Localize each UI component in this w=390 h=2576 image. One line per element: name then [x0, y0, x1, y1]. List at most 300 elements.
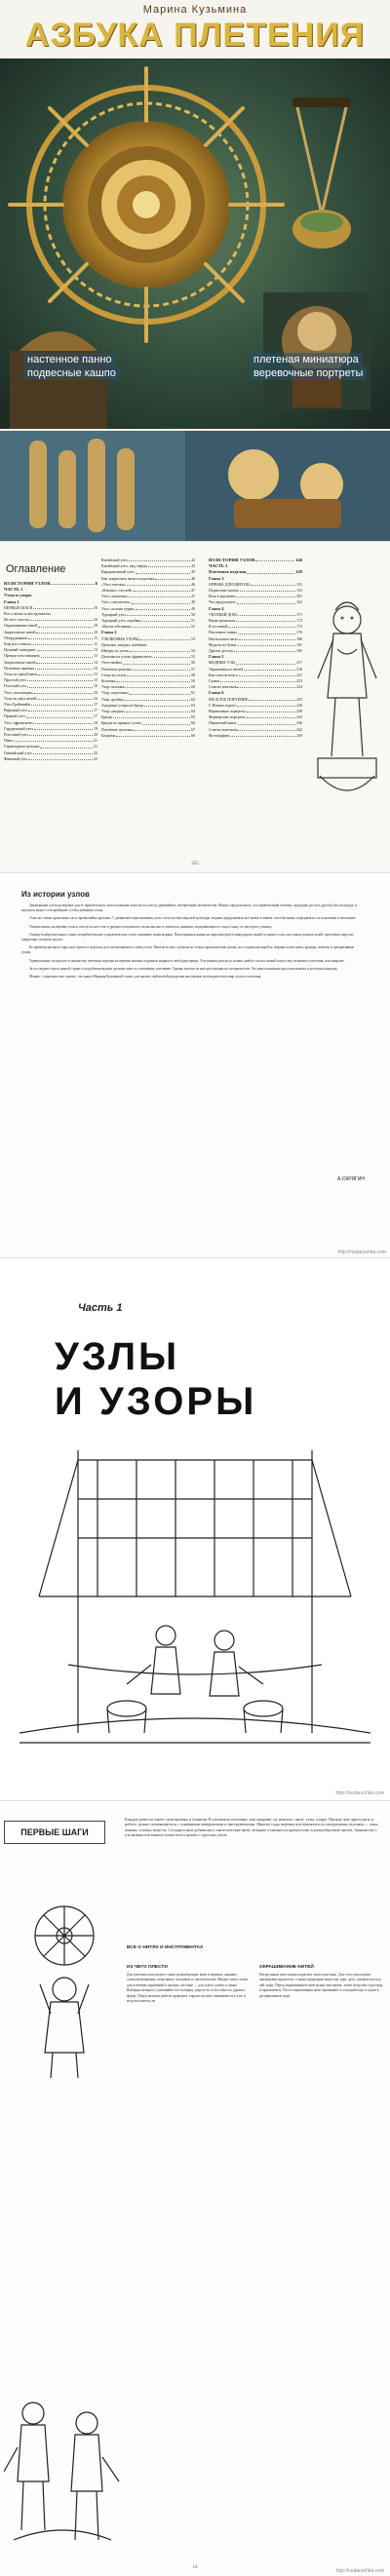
toc-entry-page: 58	[191, 672, 195, 677]
page-number: 10	[192, 2565, 198, 2570]
toc-leader-dots	[136, 569, 190, 573]
toc-leader-dots	[142, 618, 190, 622]
toc-entry-page: 18	[94, 719, 98, 725]
subsection-what-to-weave: ИЗ ЧЕГО ПЛЕСТИ	[127, 1965, 168, 1970]
toc-entry-title: Прямой узел	[4, 713, 25, 719]
toc-entry-title: Косичка	[101, 678, 116, 684]
caption-rope-portraits: веревочные портреты	[250, 366, 367, 380]
toc-entry-title: Из чего плести	[4, 617, 29, 623]
toc-entry-title: Прежде чем начинать	[4, 653, 40, 659]
toc-entry-title: Что предложить	[209, 599, 236, 605]
toc-entry-page: 221	[296, 672, 302, 677]
essay-paragraph: Можно с уверенностью сказать, что книга Марины Кузьминой станет для многих любителей рукоделия настоящим путеводителем в мир узлов и плетения.	[29, 975, 262, 980]
toc-entry-title: Ваза в корзинке	[209, 594, 235, 599]
toc-entry-page: 14	[94, 659, 98, 665]
toc-leader-dots	[144, 703, 190, 707]
toc-column-1	[4, 581, 98, 762]
toc-leader-dots	[34, 726, 93, 730]
toc-entry-page: 45	[191, 569, 195, 575]
toc-leader-dots	[116, 678, 190, 682]
part-title-line-2: И УЗОРЫ	[55, 1380, 257, 1423]
toc-entry-page: 10	[94, 629, 98, 634]
toc-entry-page: 13	[94, 647, 98, 653]
essay-heading: Из истории узлов	[21, 890, 90, 899]
toc-entry-page: 17	[94, 708, 98, 713]
toc-entry-title: ОПРАВА ДЛЯ ЦВЕТОВ	[209, 581, 250, 587]
toc-entry-page: 161	[296, 594, 302, 599]
history-essay-page	[0, 882, 390, 1258]
toc-leader-dots	[134, 727, 190, 731]
toc-entry-page: 16	[94, 683, 98, 689]
caption-hanging-pots: подвесные кашпо	[23, 366, 120, 380]
toc-entry-page: 65	[191, 714, 195, 720]
contents-page-number: 255	[191, 862, 199, 866]
toc-leader-dots	[247, 569, 294, 573]
toc-leader-dots	[123, 660, 190, 664]
toc-leader-dots	[113, 714, 190, 718]
toc-entry-title: Бриды из прямых узлов	[101, 720, 141, 726]
toc-entry	[101, 733, 195, 739]
book-title: АЗБУКА ПЛЕТЕНИЯ	[10, 16, 380, 55]
contents-heading: Оглавление	[6, 563, 66, 575]
toc-entry-title: ИЗ ИСТОРИИ УЗЛОВ	[209, 557, 255, 562]
toc-entry-title: Украшения из нитей	[209, 666, 243, 672]
toc-entry-title: Закрепление нитей	[4, 629, 36, 634]
toc-entry-title: Китайский узел	[101, 557, 128, 562]
toc-entry-page: 171	[296, 611, 302, 617]
toc-entry-title: Кардинальный узел	[101, 569, 135, 575]
toc-entry-page: 68	[191, 732, 195, 738]
what-to-weave-text: Для плетения используют самые разнообразные нити и веревки: льняные, хлопчатобумажные, шерстяные, шелковые и синтетические. Мягкие нити служат для плетения украшений и одежды, жесткие — для сумок, кашпо и панно. Выбирая материал, учитывайте его толщину, упругость и способность держать форму. Перед началом работы проверьте, хорошо ли нить завязывается в узел и не распускается ли.	[127, 1973, 249, 2004]
toc-leader-dots	[255, 557, 294, 561]
toc-entry-title: Плетеная цепочка	[101, 666, 132, 672]
toc-entry-title: Все о нитях и инструментах	[4, 611, 51, 617]
toc-entry-page: 181	[296, 641, 302, 647]
toc-leader-dots	[129, 594, 190, 597]
toc-entry-page: 54	[191, 648, 195, 654]
toc-entry-title: Гвинейский узел	[4, 750, 32, 755]
subsection-dyeing: ОКРАШИВАНИЕ НИТЕЙ	[259, 1965, 314, 1970]
toc-entry	[4, 756, 98, 762]
toc-leader-dots	[239, 636, 295, 640]
toc-entry-title: Цепочка из узлов «фриволите»	[101, 654, 153, 660]
toc-entry-title: «Кулон обезьяны»	[101, 624, 133, 630]
toc-entry-page: 17	[94, 702, 98, 708]
toc-entry-page: 49	[191, 605, 195, 611]
toc-leader-dots	[237, 599, 295, 603]
toc-column-2	[101, 557, 195, 739]
toc-entry-page: 10	[94, 623, 98, 629]
toc-entry-title: Узел Грейпвайн	[4, 702, 30, 708]
toc-entry-page: 66	[191, 720, 195, 726]
toc-entry-title: УЮТНЫЙ ДОМ	[209, 611, 237, 617]
toc-entry-title: Ажурные узоры из брида	[101, 702, 144, 708]
toc-entry-page: 242	[296, 726, 302, 732]
toc-entry-page: 17	[94, 713, 98, 719]
toc-entry-title: Ваша прихожая	[209, 618, 235, 624]
toc-entry-title: Узор «рыбка»	[101, 696, 125, 702]
toc-entry-page: 59	[191, 678, 195, 684]
essay-body	[21, 904, 365, 982]
toc-leader-dots	[220, 678, 295, 682]
toc-leader-dots	[129, 557, 190, 561]
essay-paragraph: Удивительные по красоте и изяществу плетеные изделия из веревок веками создавали моряки в свободное время. Эти умения дошли до наших дней и стали основой искусства узелкового плетения, или макраме.	[29, 958, 345, 963]
toc-leader-dots	[130, 690, 190, 694]
toc-leader-dots	[35, 720, 93, 724]
toc-leader-dots	[237, 727, 295, 731]
toc-leader-dots	[28, 756, 93, 760]
toc-entry-page: 47	[191, 594, 195, 599]
toc-leader-dots	[133, 667, 190, 671]
toc-entry-page: 52	[191, 624, 195, 630]
toc-leader-dots	[31, 641, 93, 645]
toc-entry-title: Узел «фриволите»	[4, 719, 35, 725]
toc-entry-page: 13	[94, 653, 98, 659]
toc-entry-page: 226	[296, 702, 302, 708]
toc-leader-dots	[127, 684, 190, 688]
toc-entry-page: 43	[191, 563, 195, 569]
toc-entry-title: Настенное панно	[209, 630, 238, 635]
toc-entry-title: Советы знатоков	[209, 726, 237, 732]
toc-entry-title: Узел-змейка	[101, 660, 122, 666]
toc-entry-title: Нужный повторяет	[4, 647, 36, 653]
toc-leader-dots	[34, 690, 93, 694]
toc-entry-title: ПЕРВЫЕ ШАГИ	[4, 604, 33, 610]
toc-leader-dots	[36, 630, 93, 634]
toc-entry-title: Рифовый узел	[4, 708, 28, 713]
toc-entry-page: 50	[191, 611, 195, 617]
toc-entry-page: 180	[296, 635, 302, 641]
toc-entry-page: 21	[94, 744, 98, 750]
toc-entry-page: 233	[296, 714, 302, 720]
toc-entry-title: Фотографии	[209, 732, 230, 738]
toc-entry-title: ЧАСТЬ 1	[4, 587, 23, 593]
caption-wall-panel: настенное панно	[23, 353, 116, 366]
toc-entry-title: Узор «ягодка»	[101, 709, 125, 714]
toc-leader-dots	[41, 653, 93, 657]
toc-leader-dots	[33, 605, 93, 609]
essay-paragraph: Оценку изобретательных самих потребительских и практических узлов оценивает нами моряки. Повседневная жизнь на парусном флоте вынуждала людей создавать узлы для самых разных целей: крепления парусов, швартовки, подъема грузов.	[21, 932, 354, 942]
toc-entry-title: МОДНЫЕ УЗЫ	[209, 660, 236, 666]
toc-leader-dots	[51, 581, 94, 585]
toc-leader-dots	[37, 647, 93, 651]
toc-leader-dots	[240, 588, 295, 592]
toc-leader-dots	[38, 623, 93, 627]
toc-entry-title: Плоский узел	[4, 683, 27, 689]
toc-entry-page: 47	[191, 588, 195, 594]
toc-entry-page: 23	[94, 755, 98, 761]
sailors-group-illustration	[4, 2374, 121, 2550]
toc-entry-page: 162	[296, 599, 302, 605]
toc-entry-title: Сетка из узлов	[101, 672, 127, 677]
toc-entry-page: 223	[296, 678, 302, 684]
toc-entry-title: Узор «пальма»	[101, 684, 127, 690]
toc-entry-title: Бриды	[101, 714, 113, 720]
watermark: http://nudaruchka.com	[335, 1790, 384, 1796]
toc-entry-title: Еще раз о нитях	[4, 641, 31, 647]
toc-entry-title: Пиратский канат	[209, 720, 237, 726]
toc-entry-page: 46	[191, 581, 195, 587]
toc-entry-title: Настольные часы	[209, 635, 238, 641]
toc-entry-title: Узел «лисья шея»	[101, 599, 132, 605]
toc-entry-title: Узор «паутинка»	[101, 690, 130, 696]
toc-leader-dots	[154, 654, 190, 658]
toc-entry-page: 21	[94, 738, 98, 744]
toc-leader-dots	[37, 696, 93, 700]
watermark: http://nudaruchka.com	[337, 1250, 386, 1255]
toc-entry-page: 16	[94, 689, 98, 695]
toc-leader-dots	[244, 667, 295, 671]
text-column-a	[127, 1973, 250, 2004]
toc-leader-dots	[148, 563, 190, 567]
toc-entry-title: ВЕСЕЛОЕ ПЛЕТЕНИЕ	[209, 696, 249, 702]
toc-leader-dots	[27, 677, 93, 681]
toc-entry-page: 57	[191, 666, 195, 672]
toc-entry-title: Закрепление нитей	[4, 659, 36, 665]
toc-entry-page: 151	[296, 581, 302, 587]
toc-entry-page: 174	[296, 624, 302, 630]
toc-leader-dots	[132, 599, 190, 603]
toc-entry	[209, 733, 302, 739]
watermark: http://nudaruchka.com	[335, 2568, 384, 2574]
toc-entry-page: 53	[191, 635, 195, 641]
essay-signature: А.СКРЯГИН	[337, 1176, 365, 1182]
toc-entry-title: ИЗ ИСТОРИИ УЗЛОВ	[4, 581, 51, 586]
toc-leader-dots	[236, 618, 295, 622]
toc-entry-title: УЗЕЛКОВЫЕ УЗОРЫ	[101, 635, 139, 641]
toc-entry-page: 11	[94, 634, 98, 640]
toc-entry-title: Узлы из двух нитей	[4, 695, 37, 701]
toc-entry-title: Глава 1	[4, 598, 20, 604]
toc-entry-page: 62	[191, 696, 195, 702]
cover-page	[0, 0, 390, 542]
toc-entry-page: 15	[94, 677, 98, 683]
toc-entry-title: Окрашивание нитей	[4, 623, 38, 629]
toc-leader-dots	[40, 744, 93, 748]
toc-leader-dots	[130, 648, 190, 652]
toc-entry-title: Бахрома	[101, 732, 116, 738]
toc-entry-title: Гарнитурная цепочка	[4, 744, 40, 750]
toc-leader-dots	[236, 594, 295, 597]
toc-leader-dots	[133, 624, 190, 628]
toc-leader-dots	[142, 720, 190, 724]
toc-leader-dots	[239, 673, 295, 676]
toc-leader-dots	[238, 630, 295, 634]
toc-leader-dots	[31, 702, 93, 706]
essay-paragraph: За последние годы в нашей стране и за рубежом вышли десятки книг по узелковому плетению. Однако многие из них рассчитаны на специалистов. Эта книга написана простым языком и доступна каждому.	[29, 966, 338, 971]
toc-leader-dots	[116, 733, 190, 737]
toc-entry-title: Веревочные портреты	[209, 709, 246, 714]
toc-entry-page: 67	[191, 726, 195, 732]
toc-leader-dots	[236, 660, 295, 664]
toc-entry-page: 42	[191, 557, 195, 562]
toc-entry-title: Узлы и узоры	[4, 593, 32, 598]
ship-deck-illustration	[20, 1441, 370, 1782]
part-one-title-page	[0, 1265, 390, 1801]
toc-entry-page: 61	[191, 690, 195, 696]
toc-entry-title: Плетёные цепочки	[101, 726, 133, 732]
toc-leader-dots	[127, 673, 190, 676]
toc-entry-page: 10	[94, 617, 98, 623]
toc-entry-page: 48	[191, 599, 195, 605]
toc-entry-page: 149	[295, 569, 302, 575]
toc-entry-page: 225	[296, 696, 302, 702]
table-of-contents-page	[0, 542, 390, 873]
toc-entry-title: Узлы из одной нити	[4, 672, 37, 677]
toc-entry-title: Плетеные изделия	[209, 569, 247, 575]
toc-leader-dots	[139, 636, 190, 640]
toc-leader-dots	[238, 642, 295, 646]
toc-entry-title: Фивовый узел	[4, 755, 28, 761]
sailor-at-helm-illustration	[6, 1897, 123, 2082]
essay-paragraph: Ко времени расцвета парусного флота в морском деле насчитывались сотни узлов. Многие из них служили не только практическим целям, но и украшали корабль: моряки плели маты, кранцы, оплетки и декоративные узоры.	[21, 945, 355, 955]
toc-entry-page: 15	[94, 672, 98, 677]
toc-entry-title: Цепочки, шнуры, плетёнки	[101, 641, 147, 647]
toc-entry-title: Глава 4	[209, 605, 224, 611]
toc-entry-page: 51	[191, 618, 195, 624]
toc-leader-dots	[238, 720, 295, 724]
toc-entry-page: 60	[191, 684, 195, 690]
toc-entry-title: Узел «восьмерка»	[4, 689, 34, 695]
toc-entry-page: 217	[296, 660, 302, 666]
toc-entry-title: Китайский узел, вид сверху	[101, 563, 148, 569]
toc-entry-page: 146	[295, 557, 302, 562]
toc-entry-title: Глава 3	[209, 575, 224, 581]
toc-entry-title: Гардаунский узел	[4, 725, 34, 731]
toc-entry-title: Модели из бумаг	[209, 641, 237, 647]
toc-leader-dots	[136, 606, 190, 610]
toc-leader-dots	[38, 672, 93, 675]
chapter-banner: ПЕРВЫЕ ШАГИ	[4, 1821, 105, 1844]
toc-leader-dots	[33, 750, 93, 754]
toc-leader-dots	[249, 697, 295, 701]
toc-entry-title: Сумки	[209, 678, 220, 684]
toc-entry-title: Советы знатоков	[209, 684, 237, 690]
toc-entry-page: 55	[191, 654, 195, 660]
toc-entry-page: 185	[296, 648, 302, 654]
toc-entry-page: 172	[296, 618, 302, 624]
part-title-line-1: УЗЛЫ	[55, 1335, 180, 1378]
toc-entry-title: Глава 6	[209, 690, 224, 696]
toc-leader-dots	[234, 648, 295, 652]
toc-leader-dots	[251, 582, 295, 586]
toc-entry-page: 64	[191, 709, 195, 714]
book-author: Марина Кузьмина	[142, 4, 248, 16]
toc-entry-title: Репсовый узел	[4, 732, 28, 738]
toc-entry-title: Другие детали	[209, 648, 233, 654]
toc-entry-page: 19	[94, 725, 98, 731]
chapter-lead	[125, 1817, 384, 1838]
toc-entry-title: Глава 2	[101, 630, 117, 635]
toc-leader-dots	[228, 624, 295, 628]
dyeing-text: Натуральные нити можно окрасить самостоятельно. Для этого используют анилиновые красители, а также природные вещества: кору дуба, луковую шелуху, чай, кофе. Перед окрашиванием нити нужно выстирать, затем погрузить в раствор и прокипятить. После окрашивания нити промывают в холодной воде и сушат в расправленном виде.	[259, 1973, 383, 1998]
toc-entry-title: Простой узел	[4, 677, 26, 683]
toc-leader-dots	[28, 635, 93, 639]
toc-entry-page: 218	[296, 666, 302, 672]
toc-entry-title: Шнуры из узлов	[101, 648, 130, 654]
toc-entry-page: 6	[95, 581, 98, 586]
toc-entry-title: Узел «шапочка»	[101, 594, 129, 599]
toc-leader-dots	[29, 617, 93, 621]
toc-entry-title: Как плести пояса	[209, 672, 238, 677]
toc-entry-title: Подвесные кашпо	[209, 588, 239, 594]
cover-bottom-art	[0, 431, 390, 542]
essay-paragraph: Завязывание узлов на веревке для ее практического использования относится к числу древнейших изобретений человечества. Можно предположить, что первобытный человек, придумав достать другой узел на шнуре, и научился вязать сети рыбацкие, чтобы добывать огонь.	[21, 904, 358, 913]
toc-leader-dots	[134, 588, 190, 592]
toc-entry-page: 14	[94, 665, 98, 671]
toc-entry-title: Узел «голова турка»	[101, 605, 136, 611]
toc-entry-title: «Узел пчелки»	[101, 581, 126, 587]
toc-entry-page: 56	[191, 660, 195, 666]
toc-entry-page: 11	[94, 641, 98, 647]
toc-leader-dots	[26, 713, 93, 717]
toc-entry-page: 16	[94, 695, 98, 701]
toc-entry-page: 22	[94, 750, 98, 755]
toc-entry-page: 46	[191, 575, 195, 581]
toc-entry-title: ЧАСТЬ 2	[209, 563, 228, 569]
toc-entry-title: С Новым годом!	[209, 702, 236, 708]
toc-leader-dots	[29, 732, 93, 736]
toc-entry-title: Глава 5	[209, 654, 224, 660]
toc-entry-page: 224	[296, 684, 302, 690]
toc-entry-page: 230	[296, 709, 302, 714]
toc-entry-title: Фермерские портреты	[209, 714, 246, 720]
section-heading: ВСЕ О НИТЯХ И ИНСТРУМЕНТАХ	[127, 1945, 204, 1950]
toc-leader-dots	[27, 683, 93, 687]
toc-leader-dots	[237, 684, 295, 688]
toc-entry-page: 63	[191, 702, 195, 708]
toc-leader-dots	[127, 612, 190, 616]
toc-entry-title: Турецкий узел «тройка»	[101, 618, 142, 624]
caption-miniature: плетеная миниатюра	[250, 353, 363, 366]
sailor-illustration	[308, 581, 386, 815]
toc-leader-dots	[238, 612, 295, 616]
toc-entry-page: 152	[296, 588, 302, 594]
toc-entry-title: Турецкий узел	[101, 611, 126, 617]
toc-leader-dots	[14, 738, 93, 742]
toc-leader-dots	[247, 714, 295, 718]
text-column-b	[259, 1973, 384, 1999]
toc-leader-dots	[230, 733, 295, 737]
toc-leader-dots	[36, 660, 93, 664]
toc-entry-title: Полезные приемы	[4, 665, 35, 671]
toc-entry-title: В гостиной	[209, 624, 228, 630]
toc-entry-page: 176	[296, 630, 302, 635]
toc-column-3	[209, 557, 302, 739]
toc-leader-dots	[125, 697, 190, 701]
lead-text: Каждое ремесло имеет свои приемы и понятия. В узелковом плетении, или макраме, их немного: нити, узлы, узоры. Прежде чем приступить к работе, нужно познакомиться с основными материалами и инструментами. Многие годы веревки изготовлялись из натуральных волокон — льна, пеньки, хлопка, шерсти. Сегодня к ним добавились синтетические нити, которые отличаются прочностью и разнообразием цветов. Знакомство с узелковым плетением лучше всего начать с простых узлов.	[125, 1817, 379, 1838]
essay-paragraph: Узлы не только практичны, но и чрезвычайно красивы. С развитием мореплавания узлы стали частью морской культуры: моряки придумывали всё новые и новые способы вязки, передавая их из поколения в поколение.	[29, 916, 357, 921]
toc-leader-dots	[127, 582, 190, 586]
toc-entry-title: Пико	[4, 738, 13, 744]
first-steps-page	[0, 1809, 390, 2576]
toc-leader-dots	[247, 709, 295, 712]
toc-leader-dots	[126, 709, 190, 712]
toc-entry-title: Оборудование	[4, 634, 28, 640]
toc-entry-page: 20	[94, 732, 98, 738]
toc-entry-page: 249	[296, 732, 302, 738]
toc-leader-dots	[237, 703, 295, 707]
toc-entry-page: 236	[296, 720, 302, 726]
toc-leader-dots	[35, 666, 93, 670]
toc-entry-title: Как закреплять нити в изделиях	[101, 575, 155, 581]
part-label: Часть 1	[78, 1302, 123, 1314]
toc-entry-page: 10	[94, 604, 98, 610]
toc-leader-dots	[155, 576, 190, 580]
toc-entry-title: «Кнопка с петлей»	[101, 588, 133, 594]
essay-paragraph: Умение вязать на веревке узлы и плести из нее сети в древности ценилось очень высоко и считалось знанием, передаваемым от отца к сыну, от мастера к ученику.	[29, 924, 273, 929]
toc-leader-dots	[28, 708, 93, 711]
